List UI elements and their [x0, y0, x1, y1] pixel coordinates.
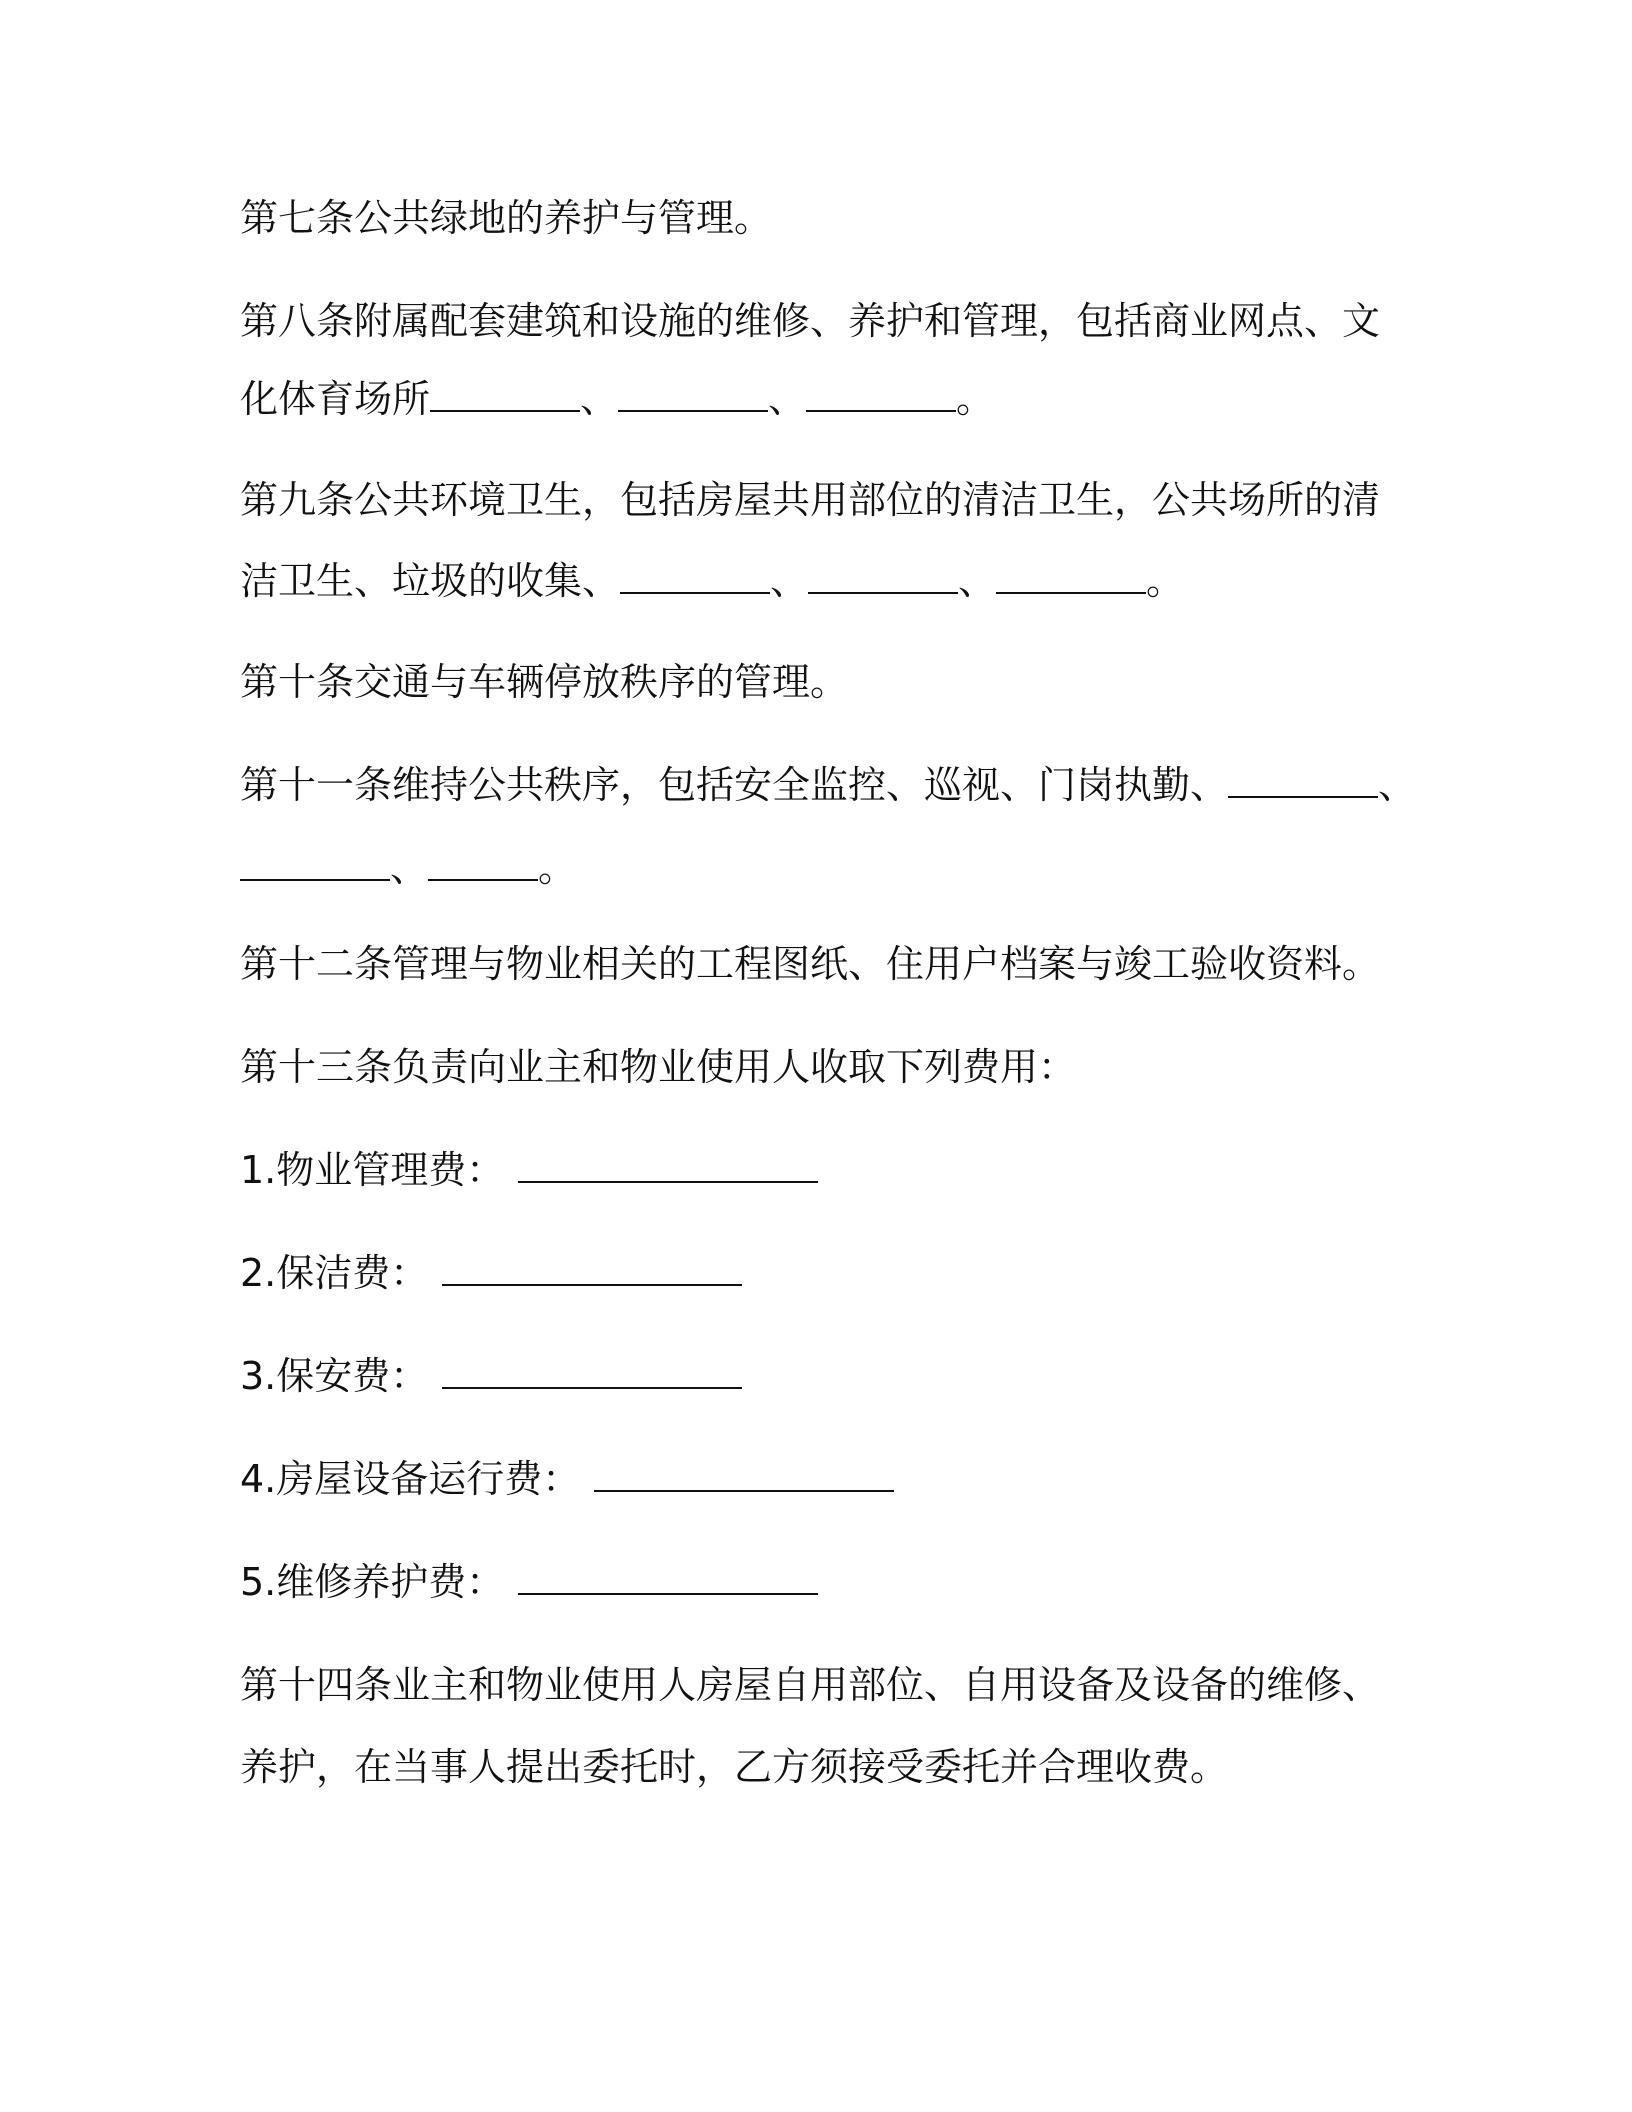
article-9-line-2 — [240, 556, 1184, 606]
fill-blank[interactable] — [806, 374, 956, 412]
fill-blank[interactable] — [808, 556, 958, 594]
fee-field[interactable] — [518, 1145, 818, 1183]
fee-field[interactable] — [442, 1351, 742, 1389]
article-13 — [240, 1042, 1076, 1092]
punct: 、 — [390, 846, 429, 890]
fee-label: 3.保安费： — [240, 1354, 429, 1398]
fee-label: 2.保洁费： — [240, 1251, 429, 1295]
punct: 。 — [956, 377, 995, 421]
punct: 、 — [958, 559, 997, 603]
fee-label: 4.房屋设备运行费： — [240, 1457, 581, 1501]
article-7-text: 第七条公共绿地的养护与管理。 — [240, 196, 773, 240]
article-14-line-1 — [240, 1660, 1380, 1710]
article-8-line-2 — [240, 374, 994, 424]
article-11-text: 第十一条维持公共秩序，包括安全监控、巡视、门岗执勤、 — [240, 763, 1229, 807]
fill-blank[interactable] — [1228, 760, 1378, 798]
punct: 、 — [770, 559, 809, 603]
article-9-line-1 — [240, 475, 1380, 525]
fill-blank[interactable] — [618, 374, 768, 412]
article-10 — [240, 657, 848, 707]
article-8-line-1 — [240, 296, 1380, 346]
fee-item — [240, 1454, 894, 1504]
fill-blank[interactable] — [430, 374, 580, 412]
fee-field[interactable] — [594, 1454, 894, 1492]
fee-item — [240, 1351, 742, 1401]
article-11-line-1 — [240, 760, 1416, 810]
fill-blank[interactable] — [620, 556, 770, 594]
punct: 、 — [768, 377, 807, 421]
fee-item — [240, 1557, 818, 1607]
article-14-text-1: 第十四条业主和物业使用人房屋自用部位、自用设备及设备的维修、 — [240, 1663, 1381, 1707]
article-9-text-2: 洁卫生、垃圾的收集、 — [240, 559, 621, 603]
punct: 。 — [1146, 559, 1185, 603]
fee-label: 5.维修养护费： — [240, 1560, 505, 1604]
article-14-line-2 — [240, 1742, 1228, 1792]
punct: 。 — [538, 846, 577, 890]
fill-blank[interactable] — [428, 843, 538, 881]
article-8-text-2: 化体育场所 — [240, 377, 431, 421]
article-11-line-2 — [240, 843, 576, 893]
fee-label: 1.物业管理费： — [240, 1148, 505, 1192]
article-7 — [240, 193, 772, 243]
punct: 、 — [1378, 763, 1417, 807]
fill-blank[interactable] — [240, 843, 390, 881]
fee-item — [240, 1145, 818, 1195]
article-9-text-1: 第九条公共环境卫生，包括房屋共用部位的清洁卫生，公共场所的清 — [240, 478, 1381, 522]
article-12-text: 第十二条管理与物业相关的工程图纸、住用户档案与竣工验收资料。 — [240, 942, 1381, 986]
article-12 — [240, 939, 1380, 989]
article-14-text-2: 养护，在当事人提出委托时，乙方须接受委托并合理收费。 — [240, 1745, 1229, 1789]
article-13-text: 第十三条负责向业主和物业使用人收取下列费用： — [240, 1045, 1077, 1089]
punct: 、 — [580, 377, 619, 421]
article-8-text-1: 第八条附属配套建筑和设施的维修、养护和管理，包括商业网点、文 — [240, 299, 1381, 343]
fill-blank[interactable] — [996, 556, 1146, 594]
fee-item — [240, 1248, 742, 1298]
article-10-text: 第十条交通与车辆停放秩序的管理。 — [240, 660, 849, 704]
fee-field[interactable] — [442, 1248, 742, 1286]
fee-field[interactable] — [518, 1557, 818, 1595]
